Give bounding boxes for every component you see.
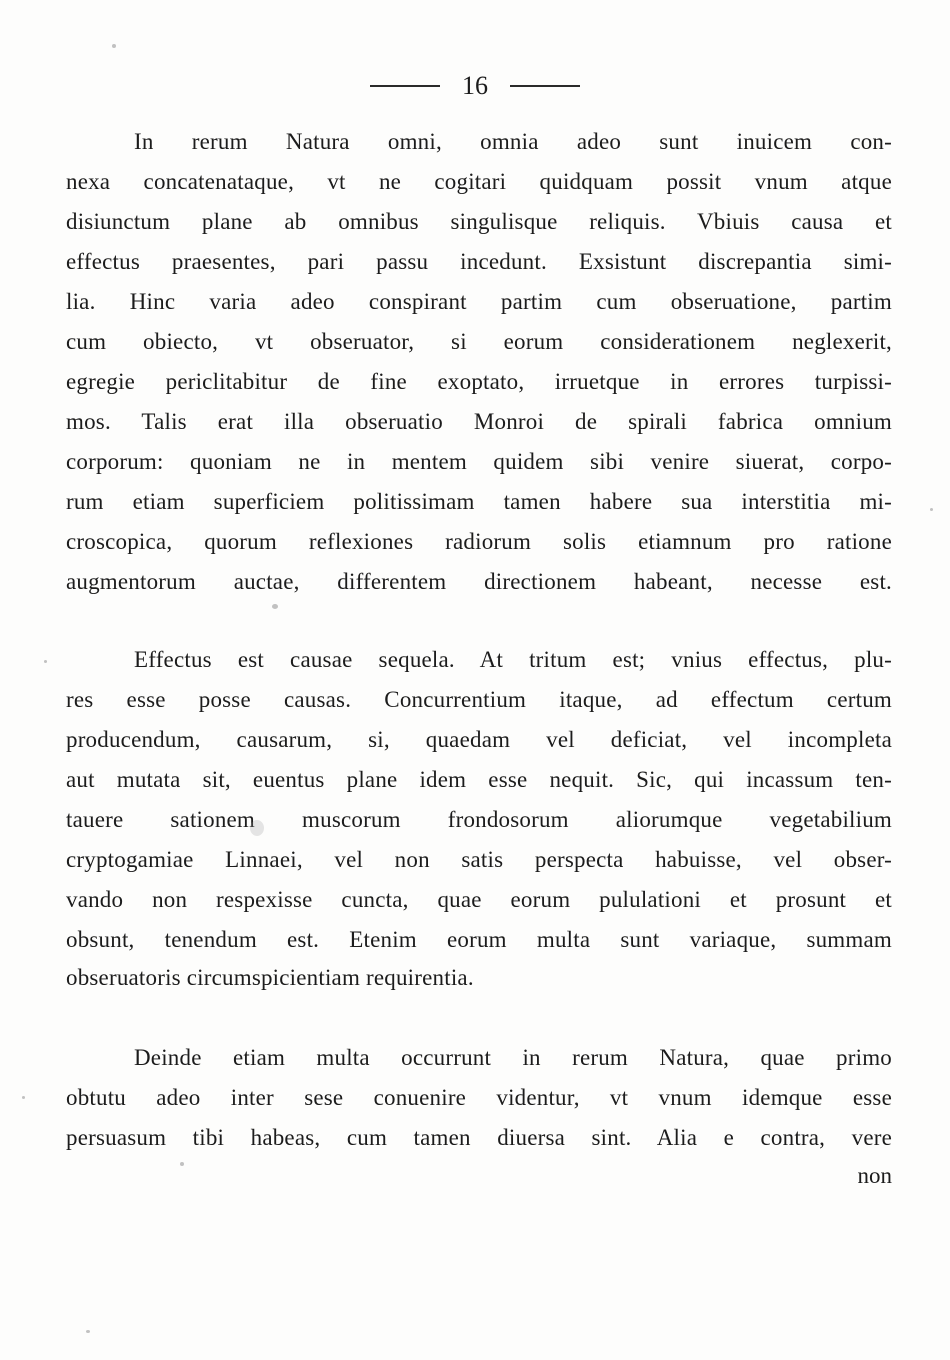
paragraph-3-line: Deinde etiam multa occurrunt in rerum Natura, quae primo [134, 1045, 892, 1070]
paper-speck [250, 820, 264, 836]
paragraph-1-line: augmentorum auctae, differentem directionem habeant, necesse est. [66, 569, 892, 594]
paragraph-1-line: In rerum Natura omni, omnia adeo sunt inuicem con- [134, 129, 892, 154]
paragraph-2-line: aut mutata sit, euentus plane idem esse nequit. Sic, qui incassum ten- [66, 767, 892, 792]
paragraph-1-line: nexa concatenataque, vt ne cogitari quidquam possit vnum atque [66, 169, 892, 194]
paragraph-1-line: mos. Talis erat illa obseruatio Monroi de spirali fabrica omnium [66, 409, 892, 434]
paragraph-3-line: obtutu adeo inter sese conuenire videntur, vt vnum idemque esse [66, 1085, 892, 1110]
paragraph-2-line: cryptogamiae Linnaei, vel non satis perspecta habuisse, vel obser- [66, 847, 892, 872]
page-header [0, 66, 950, 106]
paper-speck [44, 660, 47, 663]
paper-speck [272, 604, 278, 609]
paragraph-1-line: effectus praesentes, pari passu incedunt. Exsistunt discrepantia simi- [66, 249, 892, 274]
paper-speck [930, 508, 933, 511]
paragraph-2-line: res esse posse causas. Concurrentium itaque, ad effectum certum [66, 687, 892, 712]
paragraph-2-line: producendum, causarum, si, quaedam vel deficiat, vel incompleta [66, 727, 892, 752]
paragraph-2-line: Effectus est causae sequela. At tritum est; vnius effectus, plu- [134, 647, 892, 672]
paper-speck [112, 44, 116, 48]
catchword: non [857, 1163, 892, 1188]
header-rule-right [510, 85, 580, 87]
paragraph-3-line: persuasum tibi habeas, cum tamen diuersa sint. Alia e contra, vere [66, 1125, 892, 1150]
paragraph-1-line: rum etiam superficiem politissimam tamen habere sua interstitia mi- [66, 489, 892, 514]
paper-speck [180, 1162, 184, 1166]
paragraph-2-line: tauere sationem muscorum frondosorum aliorumque vegetabilium [66, 807, 892, 832]
paragraph-2-line: obseruatoris circumspicientiam requirentia. [66, 965, 474, 990]
paragraph-1-line: lia. Hinc varia adeo conspirant partim cum obseruatione, partim [66, 289, 892, 314]
paragraph-1-line: disiunctum plane ab omnibus singulisque reliquis. Vbiuis causa et [66, 209, 892, 234]
header-rule-left [370, 85, 440, 87]
paragraph-1-line: cum obiecto, vt obseruator, si eorum considerationem neglexerit, [66, 329, 892, 354]
paragraph-2-line: vando non respexisse cuncta, quae eorum pululationi et prosunt et [66, 887, 892, 912]
paper-speck [86, 1330, 90, 1333]
paper-speck [22, 1096, 25, 1099]
paragraph-1-line: egregie periclitabitur de fine exoptato, irruetque in errores turpissi- [66, 369, 892, 394]
paragraph-1-line: croscopica, quorum reflexiones radiorum solis etiamnum pro ratione [66, 529, 892, 554]
paragraph-1-line: corporum: quoniam ne in mentem quidem sibi venire siuerat, corpo- [66, 449, 892, 474]
paragraph-2-line: obsunt, tenendum est. Etenim eorum multa sunt variaque, summam [66, 927, 892, 952]
page-number: 16 [462, 71, 488, 100]
